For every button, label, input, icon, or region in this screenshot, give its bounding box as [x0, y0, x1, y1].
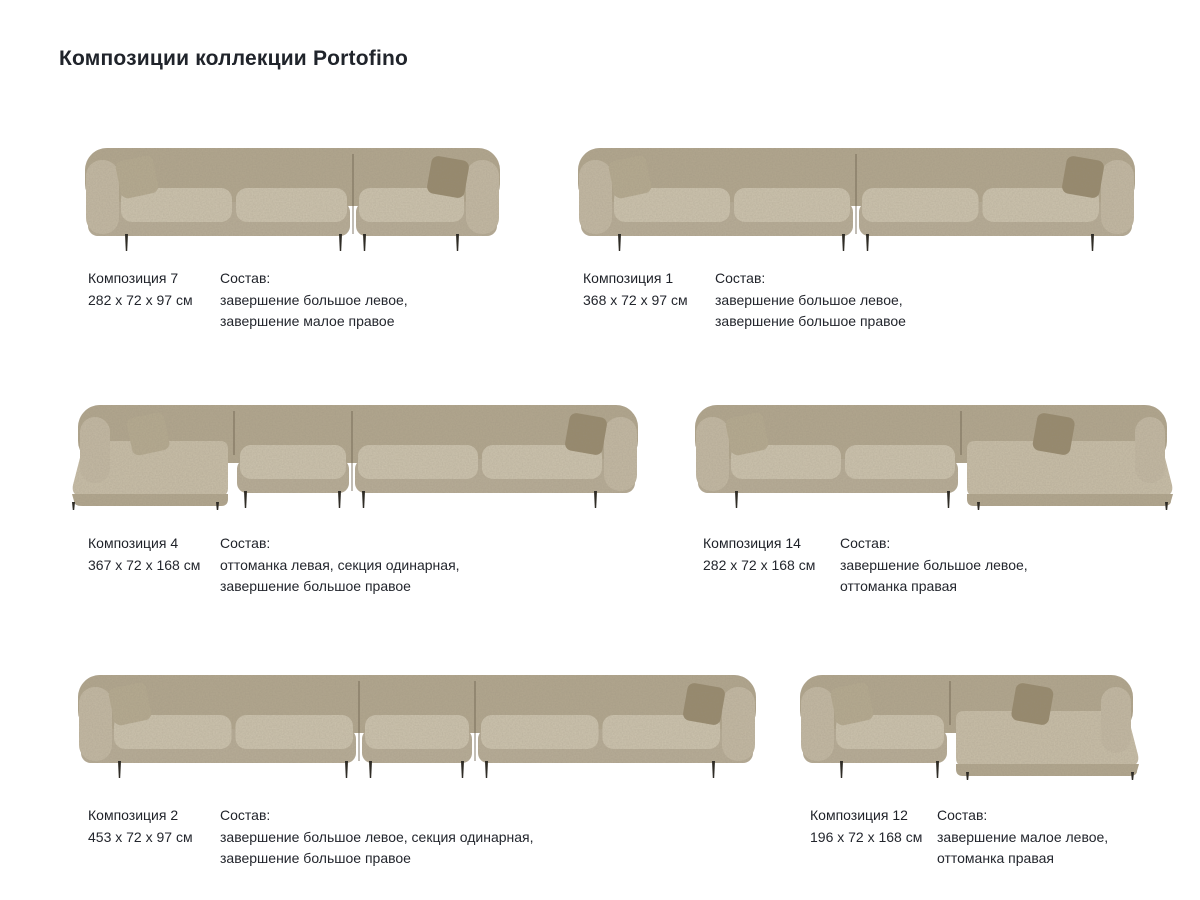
name-column: [88, 805, 220, 848]
composition-card-7: [77, 128, 508, 333]
composition-name: Композиция 14: [703, 535, 801, 551]
composition-label: Состав:: [840, 535, 891, 551]
composition-label: Состав:: [220, 535, 271, 551]
composition-column: [220, 805, 764, 870]
sofa-illustration: [70, 655, 764, 783]
sofa-image-composition-2: [70, 655, 764, 783]
composition-card-4: [70, 385, 646, 598]
composition-card-12: [792, 655, 1141, 870]
composition-line: оттоманка левая, секция одинарная,: [220, 556, 460, 573]
composition-dimensions: 282 x 72 x 168 см: [703, 556, 816, 573]
sofa-image-composition-14: [687, 385, 1175, 513]
sofa-image-composition-1: [570, 128, 1143, 256]
name-column: [88, 268, 220, 311]
composition-card-1: [570, 128, 1143, 333]
composition-card-14: [687, 385, 1175, 598]
composition-column: [715, 268, 1143, 333]
composition-name: Композиция 1: [583, 270, 674, 286]
composition-label: Состав:: [220, 270, 271, 286]
composition-column: [220, 268, 508, 333]
composition-dimensions: 282 x 72 x 97 см: [88, 291, 193, 308]
composition-line: завершение малое правое: [220, 313, 395, 329]
composition-name: Композиция 7: [88, 270, 179, 286]
composition-label: Состав:: [937, 807, 988, 823]
composition-info: [70, 805, 764, 870]
composition-label: Состав:: [220, 807, 271, 823]
name-column: [703, 533, 840, 576]
sofa-illustration: [70, 385, 646, 513]
composition-dimensions: 368 x 72 x 97 см: [583, 291, 688, 308]
composition-line: завершение большое правое: [220, 850, 411, 866]
composition-name: Композиция 4: [88, 535, 179, 551]
composition-line: завершение малое левое,: [937, 828, 1109, 845]
sofa-illustration: [687, 385, 1175, 513]
composition-line: завершение большое левое,: [715, 291, 903, 308]
composition-line: оттоманка правая: [840, 578, 957, 594]
page-title: Композиции коллекции Portofino: [59, 47, 409, 70]
composition-info: [570, 268, 1143, 333]
composition-card-2: [70, 655, 764, 870]
sofa-illustration: [792, 655, 1141, 783]
composition-line: завершение большое левое,: [840, 556, 1028, 573]
composition-column: [220, 533, 646, 598]
sofa-image-composition-12: [792, 655, 1141, 783]
composition-label: Состав:: [715, 270, 766, 286]
composition-column: [840, 533, 1175, 598]
composition-line: оттоманка правая: [937, 850, 1054, 866]
composition-line: завершение большое левое,: [220, 291, 408, 308]
composition-name: Композиция 2: [88, 807, 179, 823]
composition-line: завершение большое правое: [220, 578, 411, 594]
composition-line: завершение большое левое, секция одинарная,: [220, 828, 534, 845]
composition-info: [792, 805, 1141, 870]
sofa-illustration: [77, 128, 508, 256]
sofa-illustration: [570, 128, 1143, 256]
composition-dimensions: 453 x 72 x 97 см: [88, 828, 193, 845]
composition-info: [70, 533, 646, 598]
name-column: [583, 268, 715, 311]
composition-info: [77, 268, 508, 333]
composition-dimensions: 367 x 72 x 168 см: [88, 556, 201, 573]
name-column: [88, 533, 220, 576]
composition-name: Композиция 12: [810, 807, 908, 823]
composition-info: [687, 533, 1175, 598]
composition-line: завершение большое правое: [715, 313, 906, 329]
name-column: [810, 805, 937, 848]
composition-dimensions: 196 x 72 x 168 см: [810, 828, 923, 845]
sofa-image-composition-4: [70, 385, 646, 513]
sofa-image-composition-7: [77, 128, 508, 256]
composition-column: [937, 805, 1141, 870]
